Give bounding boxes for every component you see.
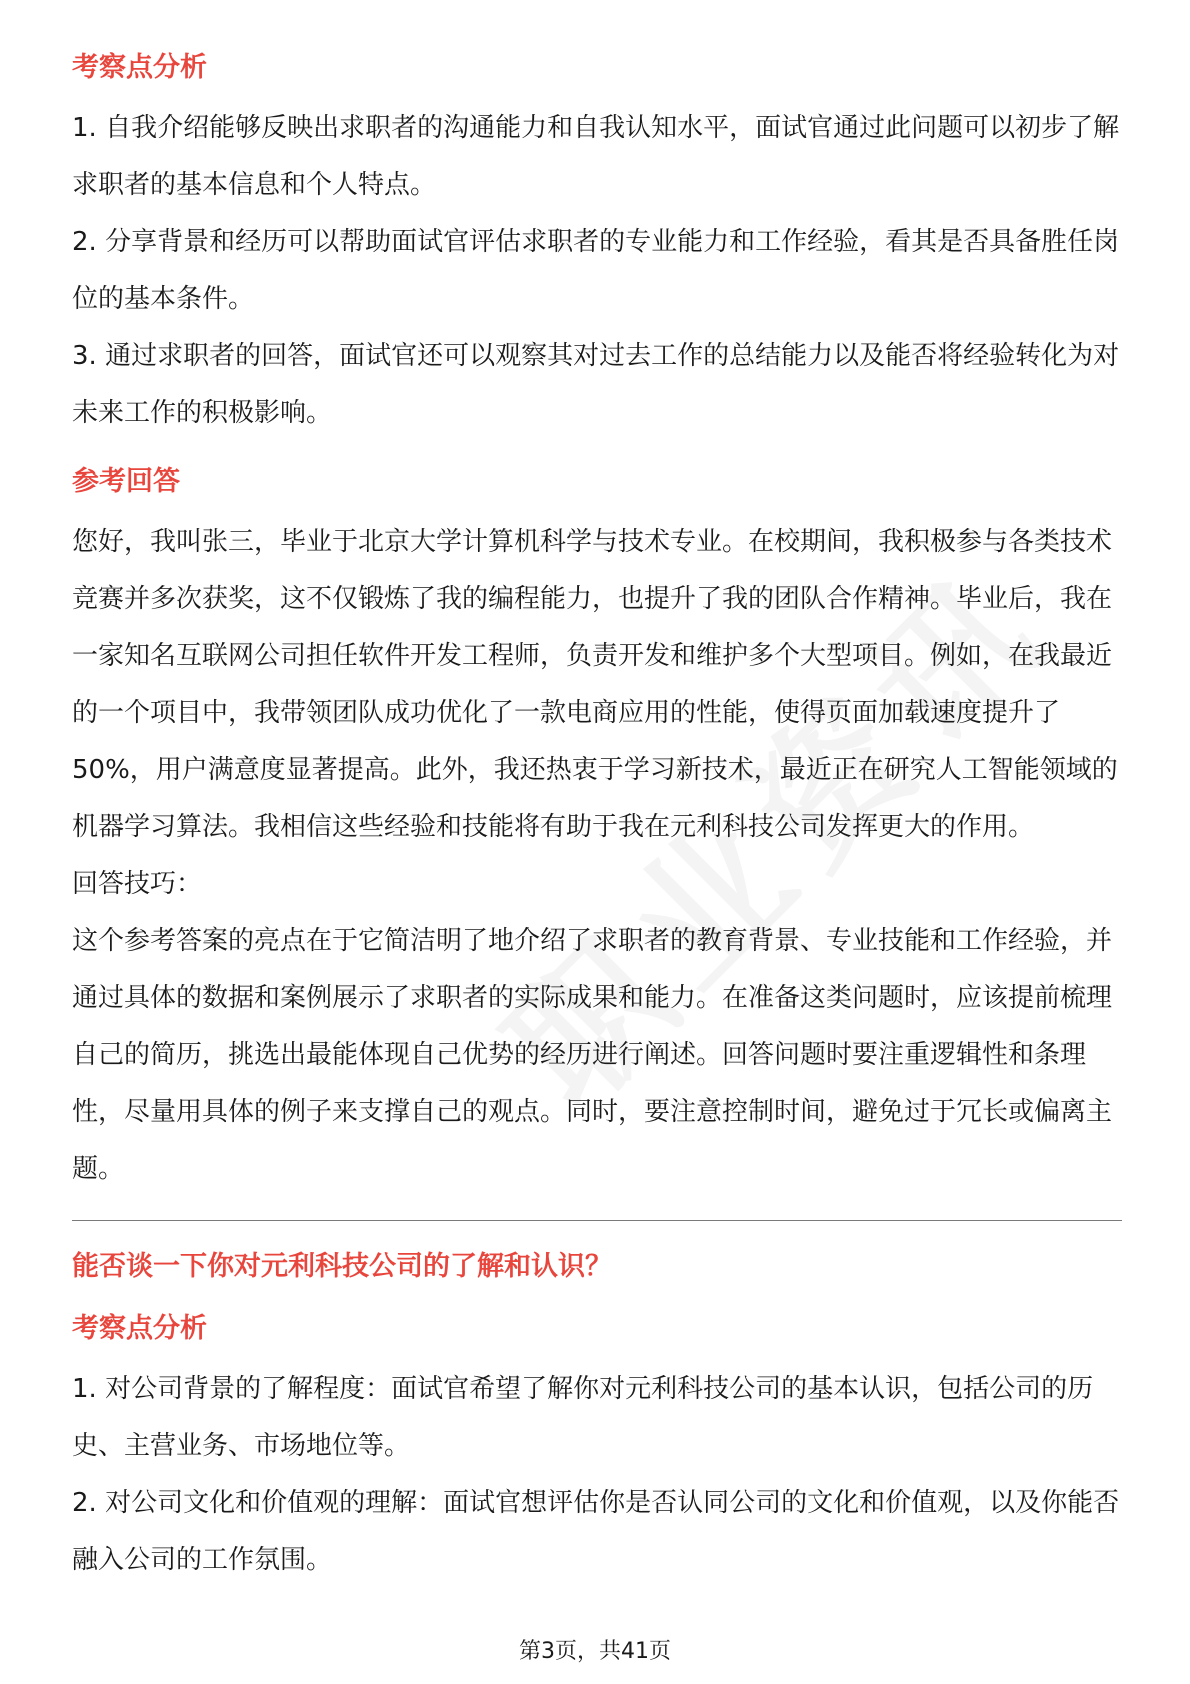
question-title: 能否谈一下你对元利科技公司的了解和认识？ <box>72 1251 612 1282</box>
section-company-question <box>72 1247 1122 1589</box>
analysis-point: 3. 通过求职者的回答，面试官还可以观察其对过去工作的总结能力以及能否将经验转化为对未来工作的积极影响。 <box>72 341 1120 428</box>
document-page <box>72 48 1122 1609</box>
tips-label: 回答技巧： <box>72 869 203 899</box>
analysis-heading: 考察点分析 <box>72 52 207 83</box>
analysis-point: 2. 对公司文化和价值观的理解：面试官想评估你是否认同公司的文化和价值观，以及你能否融入公司的工作氛围。 <box>72 1488 1120 1575</box>
analysis-point: 2. 分享背景和经历可以帮助面试官评估求职者的专业能力和工作经验，看其是否具备胜任岗位的基本条件。 <box>72 227 1120 314</box>
section-intro-analysis <box>72 48 1122 442</box>
tips-text: 这个参考答案的亮点在于它简洁明了地介绍了求职者的教育背景、专业技能和工作经验，并通过具体的数据和案例展示了求职者的实际成果和能力。在准备这类问题时，应该提前梳理自己的简历，挑选出最能体现自己优势的经历进行阐述。回答问题时要注重逻辑性和条理性，尽量用具体的例子来支撑自己的观点。同时，要注意控制时间，避免过于冗长或偏离主题。 <box>72 926 1113 1184</box>
analysis-heading: 考察点分析 <box>72 1313 207 1344</box>
section-intro-answer <box>72 462 1122 1198</box>
page-number: 第3页，共41页 <box>519 1639 671 1664</box>
answer-heading: 参考回答 <box>72 466 180 497</box>
analysis-point: 1. 自我介绍能够反映出求职者的沟通能力和自我认知水平，面试官通过此问题可以初步了解求职者的基本信息和个人特点。 <box>72 113 1120 200</box>
section-divider <box>72 1220 1122 1221</box>
analysis-point: 1. 对公司背景的了解程度：面试官希望了解你对元利科技公司的基本认识，包括公司的历史、主营业务、市场地位等。 <box>72 1374 1094 1461</box>
answer-text: 您好，我叫张三，毕业于北京大学计算机科学与技术专业。在校期间，我积极参与各类技术竞赛并多次获奖，这不仅锻炼了我的编程能力，也提升了我的团队合作精神。毕业后，我在一家知名互联网公司担任软件开发工程师，负责开发和维护多个大型项目。例如，在我最近的一个项目中，我带领团队成功优化了一款电商应用的性能，使得页面加载速度提升了50%，用户满意度显著提高。此外，我还热衷于学习新技术，最近正在研究人工智能领域的机器学习算法。我相信这些经验和技能将有助于我在元利科技公司发挥更大的作用。 <box>72 527 1118 842</box>
